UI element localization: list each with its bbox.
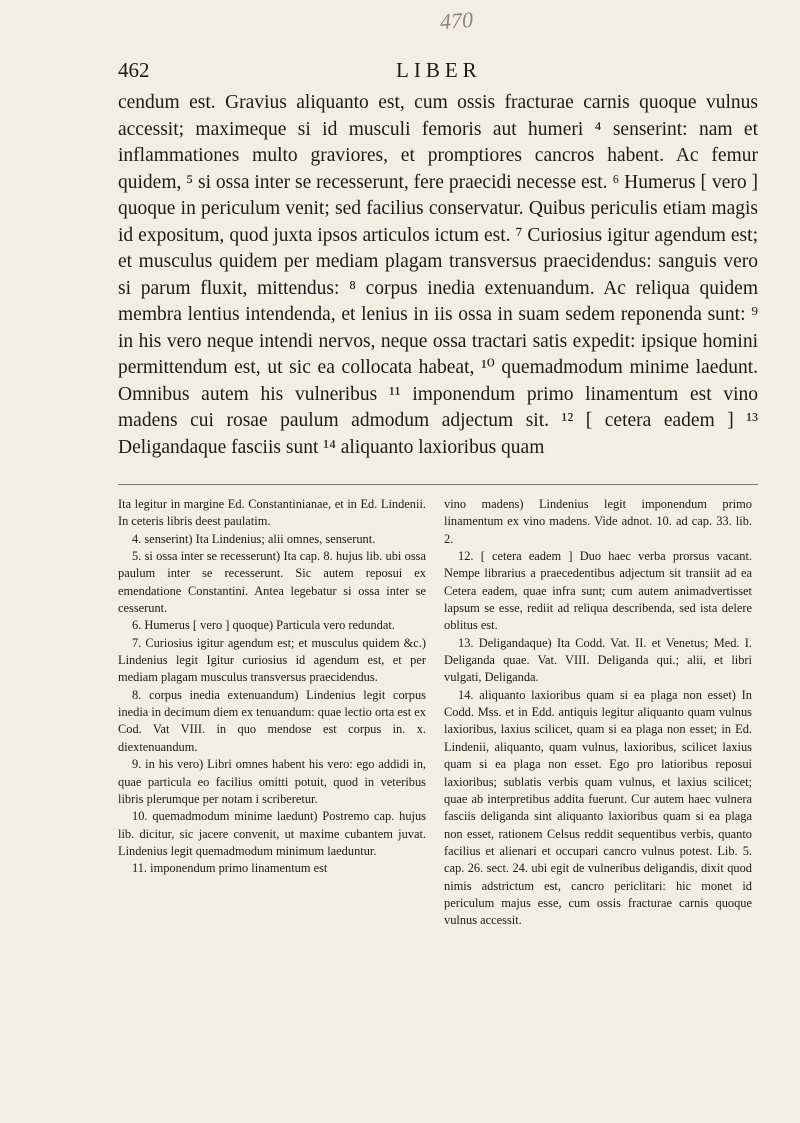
- footnote: 11. imponendum primo linamentum est: [132, 861, 328, 876]
- running-title: LIBER: [396, 58, 482, 82]
- main-text-block: [118, 90, 758, 461]
- footnote-divider: [118, 484, 758, 485]
- page-number: 462: [118, 58, 150, 82]
- footnote: 12. [ cetera eadem ] Duo haec verba prorsus vacant. Nempe librarius a praecedentibus adjectum sit transiit ad ea Cetera eadem, quae infra sunt; cum autem animadvertisset lapsum se esse, rediit ad reliqua describenda, sed ista delere oblitus est.: [444, 549, 752, 633]
- main-paragraph: cendum est. Gravius aliquanto est, cum ossis fracturae carnis quoque vulnus accessit; maximeque si id musculi femoris aut humeri ⁴ senserint: nam et inflammationes multo graviores, et promptiores cancros habent. Ac femur quidem, ⁵ si ossa inter se recesserunt, fere praecidi necesse est. ⁶ Humerus [ vero ] quoque in periculum venit; sed facilius conservatur. Quibus periculis etiam magis id expositum, quod juxta ipsos articulos ictum est. ⁷ Curiosius igitur agendum est; et musculus quidem per mediam plagam transversus praecidendus: sanguis vero si parum fluxit, mittendus: ⁸ corpus inedia extenuandum. Ac reliqua quidem membra lentius intendenda, et lenius in iis ossa in suam sedem reponenda sunt: ⁹ in his vero neque intendi nervos, neque ossa tractari satis expedit: ipsique homini permittendum est, ut sic ea collocata habeat, ¹⁰ quemadmodum minime laedunt. Omnibus autem his vulneribus ¹¹ imponendum primo linamentum est vino madens cui rosae paulum admodum adjectum sit. ¹² [ cetera eadem ] ¹³ Deligandaque fasciis sunt ¹⁴ aliquanto laxioribus quam: [118, 92, 758, 458]
- footnote: 8. corpus inedia extenuandum) Lindenius legit corpus inedia in decimum diem ex tenuandum: quae lectio orta est ex Cod. Vat VIII. in quo mendose est corpus in. x. diextenuandum.: [118, 687, 426, 754]
- footnote: 4. senserint) Ita Lindenius; alii omnes, senserunt.: [132, 531, 376, 546]
- footnote: 7. Curiosius igitur agendum est; et musculus quidem &c.) Lindenius legit Igitur curiosius id agendum est, et per mediam plagam musculus transversus praecidendus.: [118, 635, 426, 685]
- footnote: 13. Deligandaque) Ita Codd. Vat. II. et Venetus; Med. I. Deliganda quae. Vat. VIII. Deliganda qui.; alii, et libri vulgati, Deliganda.: [444, 635, 752, 685]
- footnote: 6. Humerus [ vero ] quoque) Particula vero redundat.: [132, 618, 395, 633]
- footnote: 9. in his vero) Libri omnes habent his vero: ego addidi in, quae particula eo facilius omitti potuit, quod in veteribus libris plerumque per notam i scriberetur.: [118, 757, 426, 806]
- handwritten-page-note: 470: [439, 6, 474, 35]
- page-header: [118, 58, 758, 88]
- footnote: Ita legitur in margine Ed. Constantinianae, et in Ed. Lindenii. In ceteris libris deest paulatim.: [118, 497, 426, 529]
- footnote: vino madens) Lindenius legit imponendum primo linamentum ex vino madens. Vide adnot. 10. ad cap. 33. lib. 2.: [444, 497, 752, 546]
- footnote: 14. aliquanto laxioribus quam si ea plaga non esset) In Codd. Mss. et in Edd. antiquis legitur aliquanto quam vulnus laxioribus, laxius scilicet, quam si ea plaga non esset; in Ed. Lindenii, aliquanto, quam vulnus, laxioribus, scilicet laxius quam si ea plaga non esset. Ego pro latioribus reposui laxioribus; sublatis verbis quam vulnus, et laxius scilicet; quae ab interpretibus addita fuerunt. Cur autem haec vulnera fasciis deliganda sint aliquanto laxioribus quam si ea plaga non esset, rationem Celsus reddit sequentibus verbis, quanto facilius et alienari et occupari cancro vulnus potest. Lib. 5. cap. 26. sect. 24. ubi egit de vulneribus deligandis, dixit quod nimis adstrictum est, cancro periclitari: hic monet id periculum majus esse, cum ossis fracturae carnis quoque vulnus accessit.: [444, 687, 752, 928]
- footnote: 10. quemadmodum minime laedunt) Postremo cap. hujus lib. dicitur, sic jacere convenit, ut maxime cubantem juvat. Lindenius legit quemadmodum minimum laeduntur.: [118, 809, 426, 858]
- footnotes-left-column: [118, 496, 426, 878]
- footnote: 5. si ossa inter se recesserunt) Ita cap. 8. hujus lib. ubi ossa paulum inter se recesserunt. Sic autem reposui ex emendatione Constantini. Antea legebatur si ossa inter se cesserunt.: [118, 549, 426, 616]
- footnotes-right-column: [444, 496, 752, 930]
